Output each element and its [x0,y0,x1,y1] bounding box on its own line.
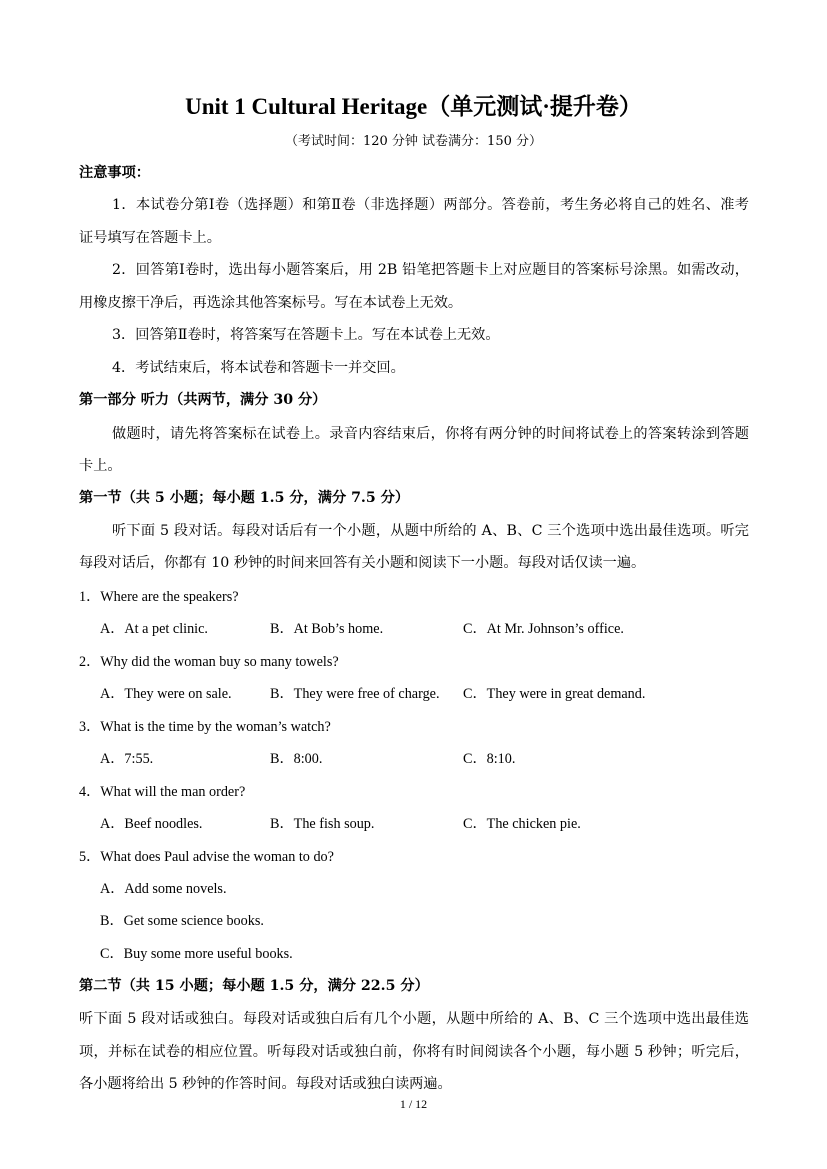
option-a: A．At a pet clinic. [100,621,208,637]
notice-item-1-line-2: 证号填写在答题卡上。 [79,230,221,246]
option-a: A．7:55. [100,751,154,767]
option-a: A．They were on sale. [100,686,232,702]
exam-info: （考试时间：120 分钟 试卷满分：150 分） [284,134,543,149]
section2-intro-line-2: 项，并标在试卷的相应位置。听每段对话或独白前，你将有时间阅读各个小题，每小题 5 秒钟；听完后， [79,1044,749,1060]
section2-intro-line-1: 听下面 5 段对话或独白。每段对话或独白后有几个小题，从题中所给的 A、B、C 三个选项中选出最佳选 [79,1011,749,1027]
section2-intro-line-3: 各小题将给出 5 秒钟的作答时间。每段对话或独白读两遍。 [79,1076,452,1092]
page-number: 1 / 12 [399,1097,428,1111]
question-stem: 5．What does Paul advise the woman to do? [79,849,334,865]
option-b: B．8:00. [270,751,323,767]
option-b: B．The fish soup. [270,816,375,832]
option-b: B．They were free of charge. [270,686,440,702]
section2-heading: 第二节（共 15 小题；每小题 1.5 分，满分 22.5 分） [79,978,429,994]
option-c: C．The chicken pie. [463,816,581,832]
question-stem: 4．What will the man order? [79,784,246,800]
option-c: C．At Mr. Johnson’s office. [463,621,624,637]
option-a: A．Add some novels. [100,881,227,897]
notice-heading: 注意事项： [79,165,150,181]
option-b: B．Get some science books. [100,913,264,929]
notice-item-4: 4．考试结束后，将本试卷和答题卡一并交回。 [112,360,405,376]
section1-intro-line-1: 听下面 5 段对话。每段对话后有一个小题，从题中所给的 A、B、C 三个选项中选出最佳选项。听完 [112,523,749,539]
question-stem: 2．Why did the woman buy so many towels? [79,654,339,670]
option-b: B．At Bob’s home. [270,621,384,637]
part1-intro-line-2: 卡上。 [79,458,122,474]
section1-intro-line-2: 每段对话后，你都有 10 秒钟的时间来回答有关小题和阅读下一小题。每段对话仅读一遍。 [79,555,646,571]
page-title: Unit 1 Cultural Heritage（单元测试·提升卷） [185,94,642,119]
option-a: A．Beef noodles. [100,816,203,832]
section1-heading: 第一节（共 5 小题；每小题 1.5 分，满分 7.5 分） [79,490,410,506]
option-c: C．8:10. [463,751,516,767]
question-stem: 3．What is the time by the woman’s watch? [79,719,331,735]
part1-intro-line-1: 做题时，请先将答案标在试卷上。录音内容结束后，你将有两分钟的时间将试卷上的答案转涂到答题 [112,426,749,442]
question-stem: 1．Where are the speakers? [79,589,239,605]
notice-item-3: 3．回答第Ⅱ卷时，将答案写在答题卡上。写在本试卷上无效。 [112,327,500,343]
part1-heading: 第一部分 听力（共两节，满分 30 分） [79,392,327,408]
notice-item-2-line-2: 用橡皮擦干净后，再选涂其他答案标号。写在本试卷上无效。 [79,295,463,311]
notice-item-2-line-1: 2．回答第Ⅰ卷时，选出每小题答案后，用 2B 铅笔把答题卡上对应题目的答案标号涂黑。如需改动， [112,262,749,278]
notice-item-1-line-1: 1．本试卷分第Ⅰ卷（选择题）和第Ⅱ卷（非选择题）两部分。答卷前，考生务必将自己的姓名、准考 [112,197,749,213]
option-c: C．Buy some more useful books. [100,946,293,962]
option-c: C．They were in great demand. [463,686,646,702]
